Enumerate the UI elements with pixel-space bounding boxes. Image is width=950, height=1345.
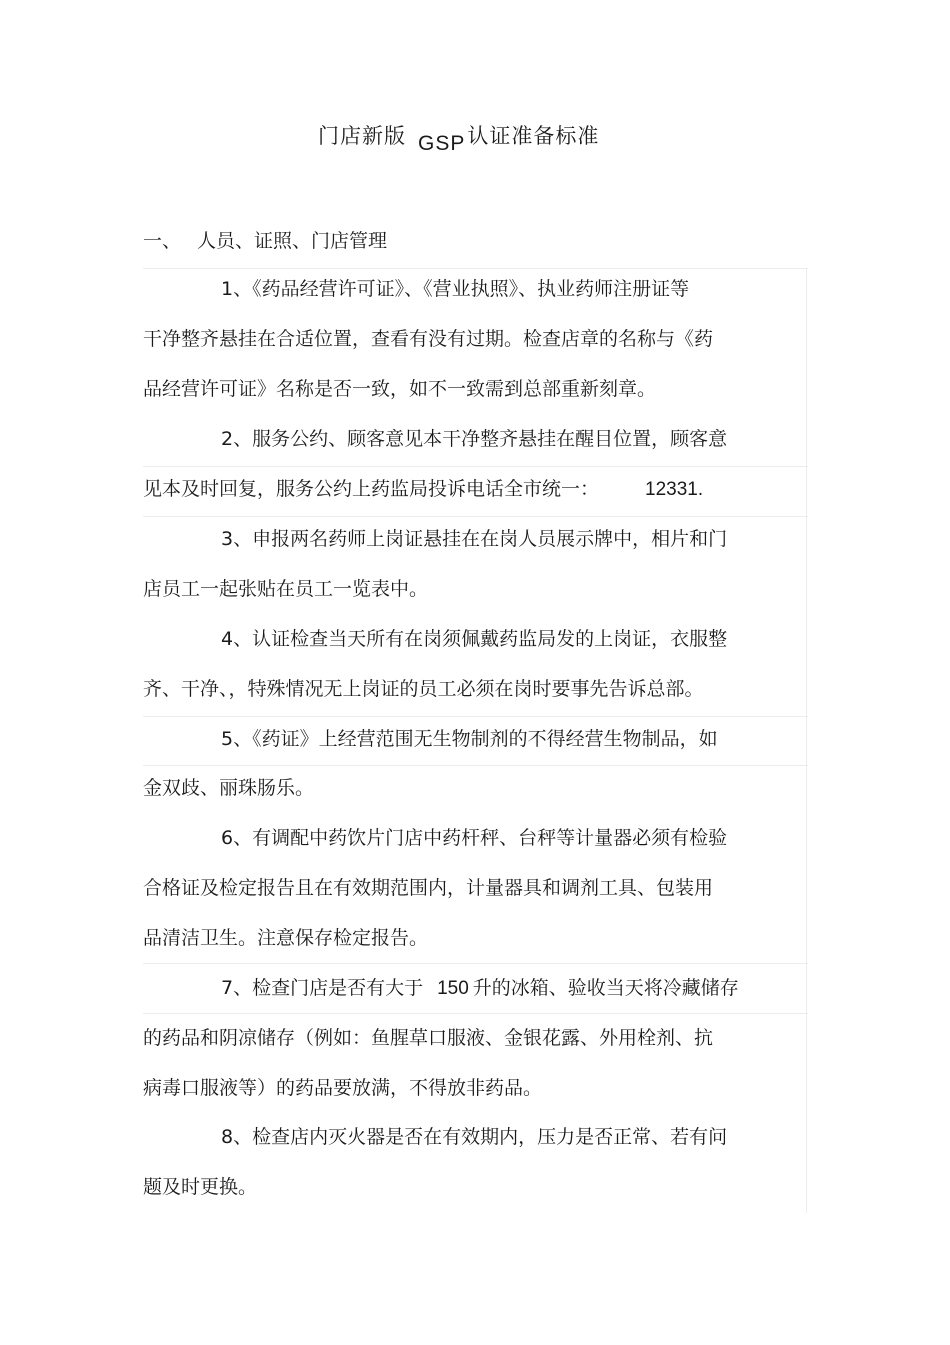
paragraph-line: 2、服务公约、顾客意见本干净整齐悬挂在醒目位置，顾客意 [221, 428, 728, 450]
paragraph-line [143, 480, 703, 499]
divider [143, 268, 808, 269]
divider [143, 963, 808, 964]
paragraph-text: 见本及时回复，服务公约上药监局投诉电话全市统一： [143, 478, 600, 500]
paragraph-line: 5、《药证》上经营范围无生物制剂的不得经营生物制品，如 [221, 728, 718, 750]
divider [143, 1013, 808, 1014]
paragraph-line: 金双歧、丽珠肠乐。 [143, 777, 315, 799]
paragraph-line: 干净整齐悬挂在合适位置，查看有没有过期。检查店章的名称与《药 [143, 328, 714, 350]
paragraph-line [221, 979, 739, 998]
fridge-capacity: 150 [437, 978, 469, 999]
divider [143, 466, 808, 467]
paragraph-line: 店员工一起张贴在员工一览表中。 [143, 578, 429, 600]
divider [806, 268, 807, 1213]
section-heading [143, 226, 387, 253]
complaint-phone-number: 12331. [645, 479, 704, 500]
paragraph-line: 8、检查店内灭火器是否在有效期内，压力是否正常、若有问 [221, 1126, 728, 1148]
section-title: 人员、证照、门店管理 [197, 230, 388, 252]
section-number: 一、 [143, 230, 182, 252]
paragraph-text: 7、检查门店是否有大于 [221, 977, 424, 999]
paragraph-line: 品清洁卫生。注意保存检定报告。 [143, 927, 429, 949]
divider [143, 516, 808, 517]
paragraph-line: 6、有调配中药饮片门店中药杆秤、台秤等计量器必须有检验 [221, 827, 728, 849]
divider [143, 716, 808, 717]
divider [143, 765, 808, 766]
paragraph-line: 病毒口服液等）的药品要放满，不得放非药品。 [143, 1077, 543, 1099]
paragraph-line: 题及时更换。 [143, 1176, 258, 1198]
paragraph-line: 品经营许可证》名称是否一致，如不一致需到总部重新刻章。 [143, 378, 657, 400]
document-title [318, 120, 600, 155]
title-part2: 认证准备标准 [467, 124, 600, 148]
paragraph-line: 的药品和阴凉储存（例如：鱼腥草口服液、金银花露、外用栓剂、抗 [143, 1027, 714, 1049]
paragraph-line: 1、《药品经营许可证》、《营业执照》、执业药师注册证等 [221, 278, 690, 300]
paragraph-line: 齐、干净、，特殊情况无上岗证的员工必须在岗时要事先告诉总部。 [143, 678, 704, 700]
paragraph-line: 合格证及检定报告且在有效期范围内，计量器具和调剂工具、包装用 [143, 877, 714, 899]
paragraph-line: 3、申报两名药师上岗证悬挂在在岗人员展示牌中，相片和门 [221, 528, 728, 550]
paragraph-text: 升的冰箱、验收当天将冷藏储存 [472, 977, 739, 999]
title-latin: GSP [418, 132, 466, 155]
paragraph-line: 4、认证检查当天所有在岗须佩戴药监局发的上岗证，衣服整 [221, 628, 728, 650]
title-part1: 门店新版 [318, 124, 406, 148]
